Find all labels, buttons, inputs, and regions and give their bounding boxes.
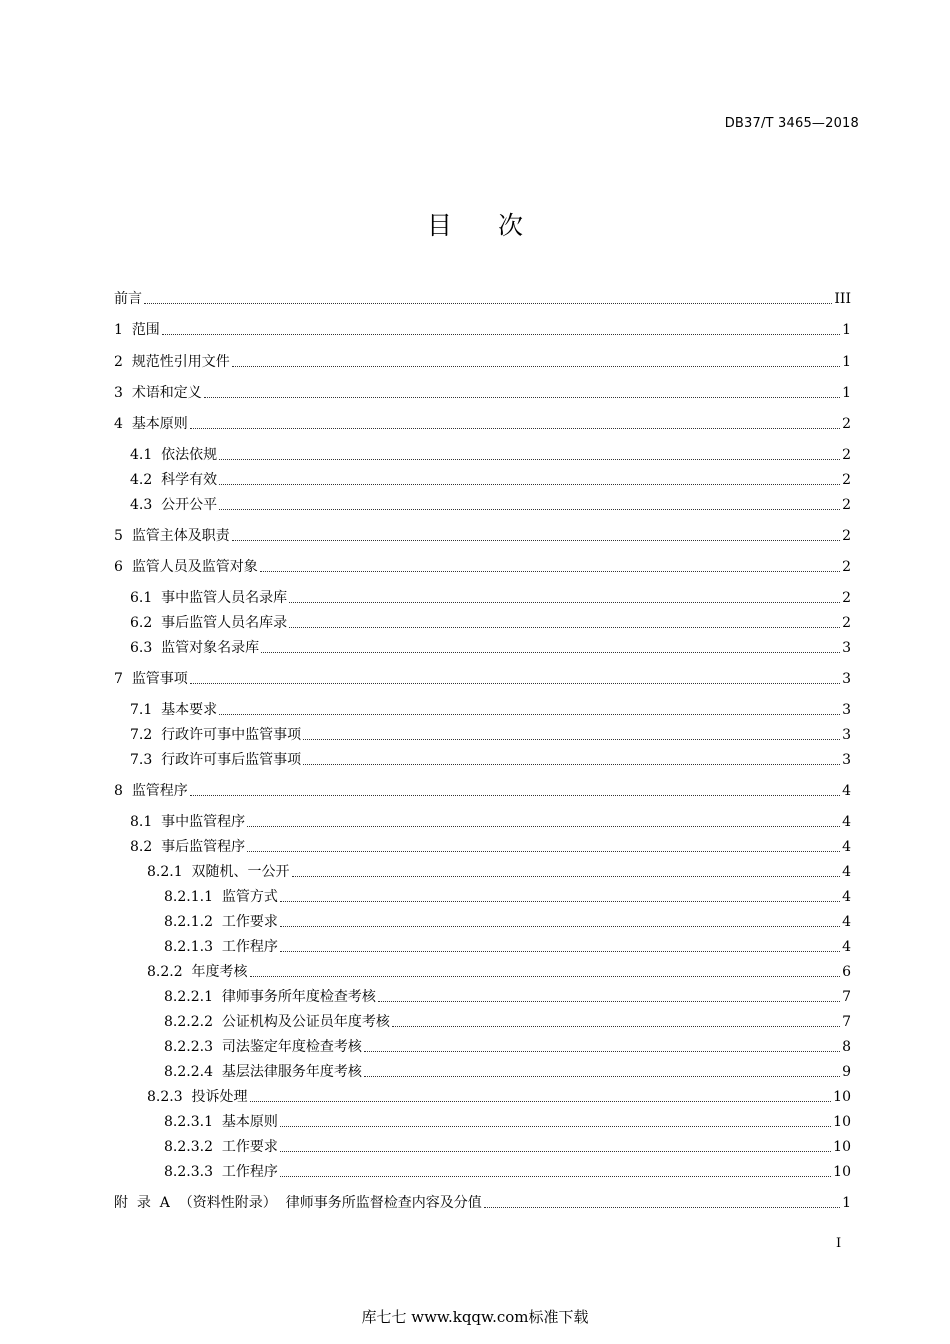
toc-entry[interactable]: [114, 982, 851, 1006]
toc-entry-page: 3: [842, 727, 851, 743]
toc-entry-number: 8.2.2.4: [164, 1064, 222, 1080]
toc-dot-leader: [144, 302, 832, 304]
toc-entry-number: 8.2.2: [147, 964, 192, 980]
toc-dot-leader: [280, 900, 840, 902]
toc-entry-page: 2: [842, 416, 851, 432]
toc-entry[interactable]: [114, 521, 851, 545]
toc-entry-label: 监管事项: [131, 671, 188, 687]
page-number: I: [836, 1236, 842, 1251]
toc-dot-leader: [484, 1206, 840, 1208]
toc-entry-number: 8.2.2.1: [164, 989, 222, 1005]
toc-entry[interactable]: [114, 633, 851, 657]
toc-entry-page: 10: [833, 1089, 851, 1105]
toc-entry[interactable]: [114, 1007, 851, 1031]
toc-entry-number: 8.1: [130, 814, 162, 830]
toc-entry-label: 司法鉴定年度检查考核: [221, 1039, 362, 1055]
document-code: DB37/T 3465—2018: [724, 116, 859, 131]
toc-entry-page: 4: [842, 814, 851, 830]
toc-entry-number: 8.2.3.2: [164, 1139, 222, 1155]
toc-entry-number: 8.2.1.1: [164, 889, 222, 905]
toc-entry-page: 2: [842, 559, 851, 575]
toc-entry-number: 4.1: [130, 447, 162, 463]
toc-entry-label: 律师事务所年度检查考核: [221, 989, 376, 1005]
toc-entry-number: 7.1: [130, 702, 162, 718]
toc-dot-leader: [219, 458, 840, 460]
toc-entry-page: 4: [842, 889, 851, 905]
toc-entry-label: 工作程序: [221, 939, 278, 955]
toc-dot-leader: [260, 570, 840, 572]
toc-entry[interactable]: [114, 720, 851, 744]
toc-dot-leader: [392, 1025, 840, 1027]
toc-entry-page: 2: [842, 447, 851, 463]
toc-entry-label: 基本原则: [221, 1114, 278, 1130]
toc-entry-page: 7: [842, 989, 851, 1005]
toc-dot-leader: [219, 508, 840, 510]
toc-entry-label: 公证机构及公证员年度考核: [221, 1014, 390, 1030]
toc-entry-page: 10: [833, 1164, 851, 1180]
toc-dot-leader: [364, 1050, 840, 1052]
toc-dot-leader: [190, 794, 840, 796]
toc-entry-number: 8.2.2.2: [164, 1014, 222, 1030]
toc-entry-label: 依法依规: [161, 447, 218, 463]
toc-entry[interactable]: [114, 409, 851, 433]
toc-entry-page: 10: [833, 1114, 851, 1130]
toc-dot-leader: [190, 682, 840, 684]
toc-entry[interactable]: [114, 1157, 851, 1181]
toc-entry[interactable]: [114, 857, 851, 881]
toc-dot-leader: [261, 651, 840, 653]
toc-entry-page: 4: [842, 939, 851, 955]
toc-entry-page: 2: [842, 590, 851, 606]
toc-entry[interactable]: [114, 284, 851, 308]
toc-entry-number: 7.2: [130, 727, 162, 743]
toc-entry[interactable]: [114, 378, 851, 402]
toc-entry-number: 5: [114, 528, 132, 544]
toc-dot-leader: [250, 1100, 832, 1102]
toc-entry-label: 双随机、一公开: [191, 864, 290, 880]
toc-entry-label: 术语和定义: [131, 385, 202, 401]
toc-entry-label: 事后监管程序: [161, 839, 246, 855]
toc-entry[interactable]: [114, 1107, 851, 1131]
toc-entry[interactable]: [114, 583, 851, 607]
toc-dot-leader: [280, 1175, 831, 1177]
toc-dot-leader: [204, 396, 840, 398]
toc-entry[interactable]: [114, 1132, 851, 1156]
toc-entry[interactable]: [114, 440, 851, 464]
toc-entry[interactable]: [114, 776, 851, 800]
toc-entry-label: 投诉处理: [191, 1089, 248, 1105]
toc-entry-label: 监管主体及职责: [131, 528, 230, 544]
toc-dot-leader: [280, 950, 840, 952]
toc-entry-page: 1: [842, 354, 851, 370]
toc-entry-number: 8.2.3.1: [164, 1114, 222, 1130]
toc-entry-label: 监管程序: [131, 783, 188, 799]
toc-entry-label: 行政许可事中监管事项: [161, 727, 302, 743]
toc-entry-number: 6.1: [130, 590, 162, 606]
toc-entry[interactable]: [114, 957, 851, 981]
toc-entry-number: 1: [114, 322, 132, 338]
toc-dot-leader: [280, 1150, 831, 1152]
toc-entry-number: 8.2: [130, 839, 162, 855]
toc-entry[interactable]: [114, 315, 851, 339]
toc-dot-leader: [232, 539, 840, 541]
toc-entry-label: 工作要求: [221, 914, 278, 930]
toc-entry-label: 基本要求: [161, 702, 218, 718]
toc-entry-page: 9: [842, 1064, 851, 1080]
toc-dot-leader: [303, 738, 840, 740]
toc-entry[interactable]: [114, 1057, 851, 1081]
toc-entry-page: 10: [833, 1139, 851, 1155]
toc-entry-label: 前言: [114, 291, 142, 307]
toc-entry-number: 6.2: [130, 615, 162, 631]
toc-entry-number: 8.2.2.3: [164, 1039, 222, 1055]
toc-dot-leader: [364, 1075, 840, 1077]
toc-entry-label: 事后监管人员名库录: [161, 615, 288, 631]
toc-entry-page: 3: [842, 671, 851, 687]
toc-entry[interactable]: [114, 882, 851, 906]
toc-entry-page: 3: [842, 752, 851, 768]
toc-dot-leader: [219, 713, 840, 715]
toc-entry-page: 1: [842, 322, 851, 338]
toc-entry-page: 7: [842, 1014, 851, 1030]
toc-entry-label: 年度考核: [191, 964, 248, 980]
toc-entry-page: 3: [842, 702, 851, 718]
toc-dot-leader: [219, 483, 840, 485]
toc-entry-label: 范围: [131, 322, 160, 338]
toc-entry-number: 8.2.3: [147, 1089, 192, 1105]
toc-dot-leader: [378, 1000, 840, 1002]
toc-entry-label: 律师事务所监督检查内容及分值: [285, 1195, 482, 1211]
toc-entry[interactable]: [114, 465, 851, 489]
toc-entry-label: 规范性引用文件: [131, 354, 230, 370]
toc-entry-label: 事中监管程序: [161, 814, 246, 830]
toc-dot-leader: [247, 825, 840, 827]
toc-entry[interactable]: [114, 608, 851, 632]
toc-dot-leader: [303, 763, 840, 765]
toc-entry[interactable]: [114, 695, 851, 719]
watermark-text: 库七七 www.kqqw.com标准下载: [361, 1308, 589, 1326]
toc-entry-number: 4.3: [130, 497, 162, 513]
toc-entry-number: 8.2.1: [147, 864, 192, 880]
toc-entry[interactable]: [114, 347, 851, 371]
toc-entry[interactable]: [114, 664, 851, 688]
toc-entry-page: 1: [842, 385, 851, 401]
toc-entry-page: 3: [842, 640, 851, 656]
toc-entry[interactable]: [114, 1188, 851, 1212]
toc-entry-label: 科学有效: [161, 472, 218, 488]
toc-dot-leader: [289, 626, 840, 628]
toc-entry[interactable]: [114, 907, 851, 931]
toc-entry-page: 2: [842, 528, 851, 544]
toc-entry[interactable]: [114, 552, 851, 576]
toc-entry-number: 8.2.1.3: [164, 939, 222, 955]
toc-entry-number: 8.2.3.3: [164, 1164, 222, 1180]
toc-entry-number: 4.2: [130, 472, 162, 488]
toc-entry-label: 工作程序: [221, 1164, 278, 1180]
toc-dot-leader: [280, 925, 840, 927]
toc-entry-number: 6: [114, 559, 132, 575]
toc-entry-number: 7: [114, 671, 132, 687]
toc-entry-page: 4: [842, 914, 851, 930]
toc-entry-number: 2: [114, 354, 132, 370]
toc-entry-label: 监管对象名录库: [161, 640, 260, 656]
toc-entry-label: 事中监管人员名录库: [161, 590, 288, 606]
toc-entry-page: III: [834, 291, 851, 307]
toc-entry-label: 监管人员及监管对象: [131, 559, 258, 575]
toc-entry-page: 6: [842, 964, 851, 980]
page-title: 目 次: [427, 211, 523, 240]
toc-entry-label: 基层法律服务年度考核: [221, 1064, 362, 1080]
toc-entry-page: 4: [842, 839, 851, 855]
toc-entry-number: 3: [114, 385, 132, 401]
toc-entry-number: 附 录 A （资料性附录）: [114, 1195, 286, 1211]
toc-entry-page: 4: [842, 783, 851, 799]
toc-entry-label: 工作要求: [221, 1139, 278, 1155]
toc-entry-label: 公开公平: [161, 497, 218, 513]
toc-entry-number: 8: [114, 783, 132, 799]
toc-entry-number: 4: [114, 416, 132, 432]
toc-entry-label: 基本原则: [131, 416, 188, 432]
toc-entry-page: 1: [842, 1195, 851, 1211]
toc-dot-leader: [292, 875, 841, 877]
toc-entry-page: 4: [842, 864, 851, 880]
toc-dot-leader: [247, 850, 840, 852]
toc-dot-leader: [250, 975, 841, 977]
toc-entry[interactable]: [114, 832, 851, 856]
toc-dot-leader: [190, 427, 840, 429]
toc-entry-number: 7.3: [130, 752, 162, 768]
toc-entry[interactable]: [114, 932, 851, 956]
toc-entry[interactable]: [114, 807, 851, 831]
toc-entry-page: 2: [842, 497, 851, 513]
toc-entry[interactable]: [114, 1082, 851, 1106]
toc-entry-page: 2: [842, 615, 851, 631]
toc-entry-number: 8.2.1.2: [164, 914, 222, 930]
toc-entry[interactable]: [114, 1032, 851, 1056]
toc-entry-page: 2: [842, 472, 851, 488]
toc-entry[interactable]: [114, 745, 851, 769]
toc-entry-label: 行政许可事后监管事项: [161, 752, 302, 768]
toc-dot-leader: [289, 601, 840, 603]
toc-dot-leader: [280, 1125, 831, 1127]
toc-entry-page: 8: [842, 1039, 851, 1055]
toc-entry-label: 监管方式: [221, 889, 278, 905]
toc-entry-number: 6.3: [130, 640, 162, 656]
toc-dot-leader: [162, 333, 840, 335]
toc-dot-leader: [232, 365, 840, 367]
toc-entry[interactable]: [114, 490, 851, 514]
